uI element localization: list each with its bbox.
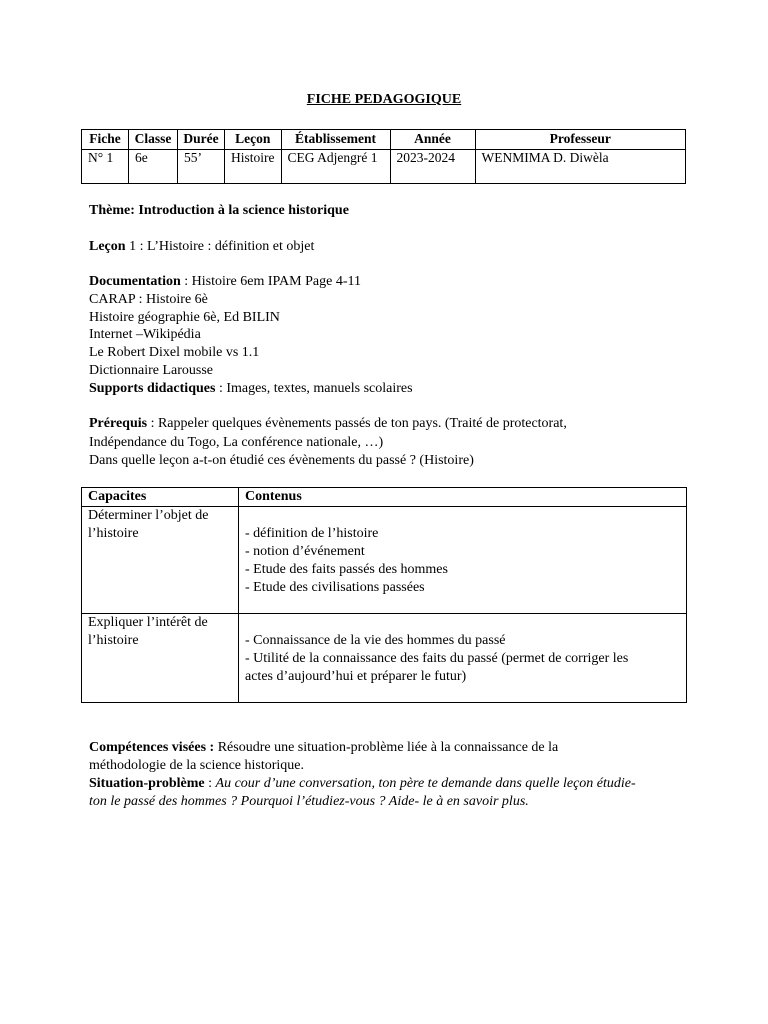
situation-sep: : — [204, 776, 216, 791]
info-cell-duree: 55’ — [178, 150, 225, 184]
info-table-header-row — [82, 130, 686, 150]
info-header-lecon: Leçon — [225, 130, 282, 150]
info-header-classe: Classe — [129, 130, 178, 150]
info-header-fiche: Fiche — [82, 130, 129, 150]
documentation-item: Histoire géographie 6è, Ed BILIN — [89, 310, 280, 325]
documentation-item: CARAP : Histoire 6è — [89, 292, 208, 307]
capacite-text: l’histoire — [88, 633, 139, 648]
info-cell-classe: 6e — [129, 150, 178, 184]
prerequis-line-2: Indépendance du Togo, La conférence nationale, …) — [89, 435, 384, 450]
competences-text: Résoudre une situation-problème liée à la connaissance de la — [214, 740, 559, 755]
lecon-line — [89, 238, 314, 256]
info-cell-etablissement: CEG Adjengré 1 — [281, 150, 390, 184]
contenu-item: actes d’aujourd’hui et préparer le futur) — [245, 669, 467, 684]
info-table-row — [82, 150, 686, 184]
capacite-cell — [82, 507, 239, 614]
situation-label: Situation-problème — [89, 776, 205, 791]
documentation-label: Documentation — [89, 274, 181, 289]
supports-text: : Images, textes, manuels scolaires — [215, 381, 413, 396]
info-cell-fiche: N° 1 — [82, 150, 129, 184]
page-title: FICHE PEDAGOGIQUE — [306, 92, 462, 107]
capacites-table — [81, 487, 687, 703]
prerequis-line-3: Dans quelle leçon a-t-on étudié ces évènements du passé ? (Histoire) — [89, 453, 474, 468]
documentation-line — [89, 273, 361, 291]
capacite-text: l’histoire — [88, 526, 139, 541]
theme-heading: Thème: Introduction à la science historique — [89, 203, 349, 218]
prerequis-label: Prérequis — [89, 416, 148, 431]
capacite-cell — [82, 614, 239, 703]
contenu-item: - Etude des civilisations passées — [245, 580, 425, 595]
capacite-text: Déterminer l’objet de — [88, 508, 209, 523]
contenu-item: - Utilité de la connaissance des faits du passé (permet de corriger les — [245, 651, 629, 666]
info-cell-lecon: Histoire — [225, 150, 282, 184]
supports-label: Supports didactiques — [89, 381, 216, 396]
documentation-text: : Histoire 6em IPAM Page 4-11 — [180, 274, 361, 289]
competences-line-2: méthodologie de la science historique. — [89, 758, 304, 773]
contenu-item: - Connaissance de la vie des hommes du passé — [245, 633, 506, 648]
capacites-row — [82, 614, 687, 703]
documentation-item: Internet –Wikipédia — [89, 327, 201, 342]
lecon-label: Leçon — [89, 239, 126, 254]
prerequis-line — [89, 415, 567, 433]
contenu-item: - Etude des faits passés des hommes — [245, 562, 448, 577]
documentation-item: Le Robert Dixel mobile vs 1.1 — [89, 345, 260, 360]
lecon-text: 1 : L’Histoire : définition et objet — [125, 239, 315, 254]
situation-text: Au cour d’une conversation, ton père te demande dans quelle leçon étudie- — [215, 776, 636, 791]
situation-line-2: ton le passé des hommes ? Pourquoi l’étudiez-vous ? Aide- le à en savoir plus. — [89, 794, 529, 809]
contenu-item: - notion d’événement — [245, 544, 365, 559]
capacites-row — [82, 507, 687, 614]
info-header-etablissement: Établissement — [281, 130, 390, 150]
capacites-header-row — [82, 488, 687, 507]
supports-line — [89, 380, 413, 398]
contenus-cell — [239, 614, 687, 703]
info-table — [81, 129, 686, 184]
competences-label: Compétences visées : — [89, 740, 215, 755]
capacite-text: Expliquer l’intérêt de — [88, 615, 208, 630]
contenus-cell — [239, 507, 687, 614]
capacites-header: Capacites — [82, 488, 239, 507]
contenu-item: - définition de l’histoire — [245, 526, 379, 541]
info-header-annee: Année — [390, 130, 475, 150]
info-cell-annee: 2023-2024 — [390, 150, 475, 184]
prerequis-text: : Rappeler quelques évènements passés de ton pays. (Traité de protectorat, — [147, 416, 567, 431]
documentation-item: Dictionnaire Larousse — [89, 363, 214, 378]
competences-line — [89, 739, 558, 757]
info-header-duree: Durée — [178, 130, 225, 150]
contenus-header: Contenus — [239, 488, 687, 507]
info-header-professeur: Professeur — [475, 130, 686, 150]
info-cell-professeur: WENMIMA D. Diwèla — [475, 150, 686, 184]
situation-line — [89, 775, 636, 793]
